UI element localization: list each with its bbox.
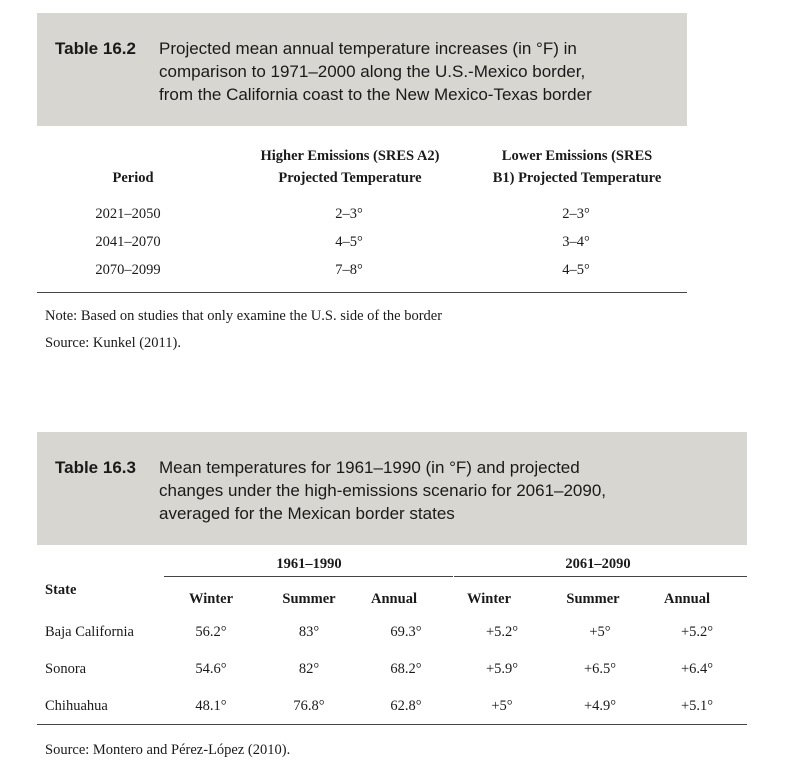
table-16-2-source: Source: Kunkel (2011). — [45, 335, 181, 351]
group-rule-1961-1990 — [164, 576, 453, 577]
table-row-summer-2: +5° — [589, 624, 611, 640]
caption-line-1: Mean temperatures for 1961–1990 (in °F) and projected — [159, 458, 580, 477]
table-row-annual-1: 69.3° — [390, 624, 422, 640]
header-higher-line-1: Higher Emissions (SRES A2) — [260, 148, 440, 164]
table-row-period: 2041–2070 — [95, 234, 161, 250]
header-annual-2: Annual — [664, 591, 710, 607]
table-row-higher: 2–3° — [335, 206, 363, 222]
table-row-state: Baja California — [45, 624, 134, 640]
table-row-state: Sonora — [45, 661, 87, 677]
table-16-3-caption-box — [37, 432, 747, 545]
table-bottom-rule — [37, 292, 687, 293]
header-summer-1: Summer — [282, 591, 336, 607]
header-winter-1: Winter — [188, 591, 234, 607]
caption-line-2: comparison to 1971–2000 along the U.S.-Mexico border, — [159, 62, 586, 81]
caption-line-3: averaged for the Mexican border states — [159, 504, 455, 523]
table-row-annual-1: 62.8° — [390, 698, 422, 714]
table-row-winter-2: +5° — [491, 698, 513, 714]
table-bottom-rule — [37, 724, 747, 725]
table-row-lower: 2–3° — [562, 206, 590, 222]
table-row-winter-1: 48.1° — [195, 698, 227, 714]
header-summer-2: Summer — [566, 591, 620, 607]
table-16-3-label: Table 16.3 — [55, 458, 136, 477]
table-row-higher: 4–5° — [335, 234, 363, 250]
table-row-annual-1: 68.2° — [390, 661, 422, 677]
table-row-period: 2070–2099 — [95, 262, 161, 278]
table-row-higher: 7–8° — [335, 262, 363, 278]
header-lower-line-2: B1) Projected Temperature — [492, 170, 662, 186]
table-16-2-caption-box — [37, 13, 687, 126]
table-row-summer-1: 82° — [298, 661, 320, 677]
table-row-summer-2: +6.5° — [583, 661, 617, 677]
table-16-3-source: Source: Montero and Pérez-López (2010). — [45, 742, 291, 758]
table-row-annual-2: +5.2° — [680, 624, 714, 640]
table-row-summer-1: 83° — [298, 624, 320, 640]
table-row-annual-2: +5.1° — [680, 698, 714, 714]
table-row-annual-2: +6.4° — [680, 661, 714, 677]
table-row-lower: 3–4° — [562, 234, 590, 250]
caption-line-2: changes under the high-emissions scenario for 2061–2090, — [159, 481, 607, 500]
table-row-winter-1: 54.6° — [195, 661, 227, 677]
table-16-2-label: Table 16.2 — [55, 39, 136, 58]
table-row-winter-1: 56.2° — [195, 624, 227, 640]
table-16-3-caption — [55, 456, 606, 525]
table-row-winter-2: +5.9° — [485, 661, 519, 677]
header-lower-line-1: Lower Emissions (SRES — [501, 148, 653, 164]
group-header-2061-2090: 2061–2090 — [565, 556, 631, 572]
table-row-summer-2: +4.9° — [583, 698, 617, 714]
table-row-winter-2: +5.2° — [485, 624, 519, 640]
table-16-2-note: Note: Based on studies that only examine the U.S. side of the border — [45, 308, 443, 324]
table-row-state: Chihuahua — [45, 698, 108, 714]
table-row-summer-1: 76.8° — [293, 698, 325, 714]
header-period: Period — [112, 170, 154, 186]
group-rule-2061-2090 — [454, 576, 747, 577]
table-row-period: 2021–2050 — [95, 206, 161, 222]
caption-line-3: from the California coast to the New Mexico-Texas border — [159, 85, 592, 104]
group-header-1961-1990: 1961–1990 — [276, 556, 342, 572]
header-higher-line-2: Projected Temperature — [278, 170, 422, 186]
table-row-lower: 4–5° — [562, 262, 590, 278]
table-16-2-caption — [55, 37, 592, 106]
header-annual-1: Annual — [371, 591, 417, 607]
caption-line-1: Projected mean annual temperature increases (in °F) in — [159, 39, 577, 58]
header-state: State — [45, 582, 77, 598]
header-winter-2: Winter — [466, 591, 512, 607]
